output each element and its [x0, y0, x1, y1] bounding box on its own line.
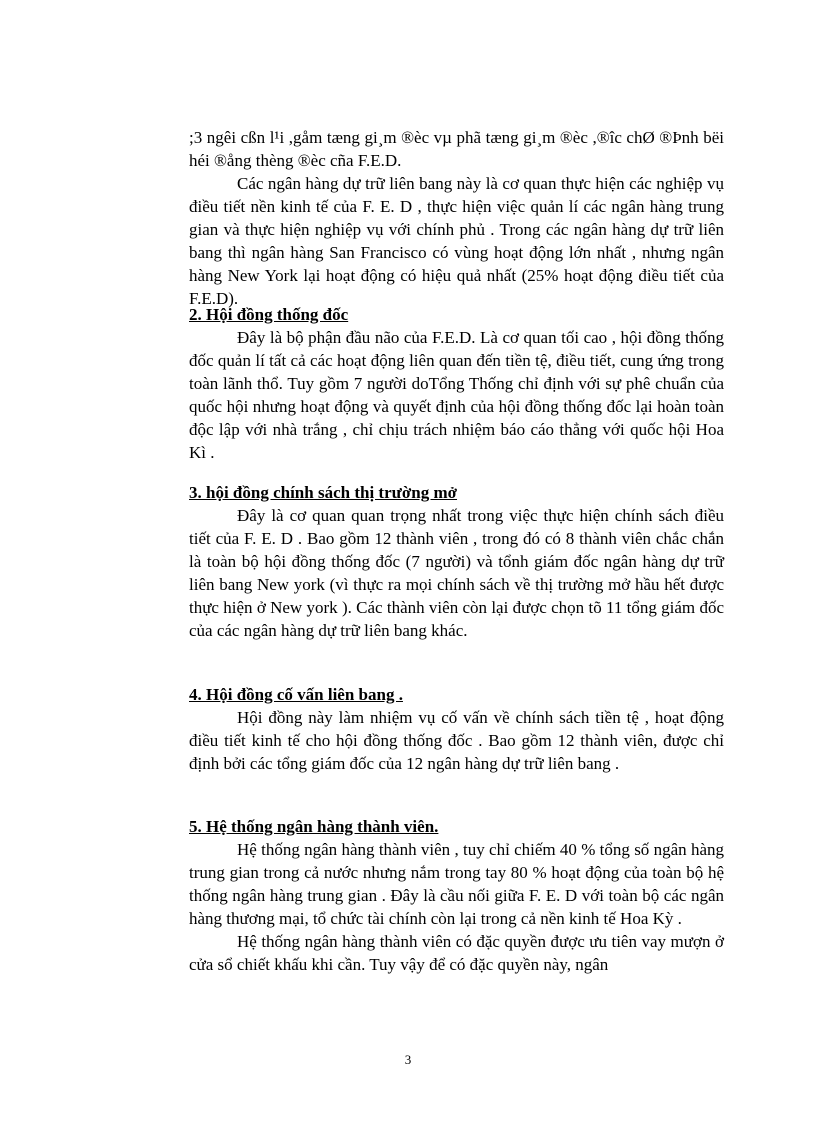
- section-member-banks: [189, 815, 724, 976]
- page-number: 3: [404, 1052, 412, 1067]
- section-paragraph: Hội đồng này làm nhiệm vụ cố vấn về chính sách tiền tệ , hoạt động điều tiết kinh tế cho hội đồng thống đốc . Bao gồm 12 thành viên, được chỉ định bởi các tổng giám đốc của 12 ngân hàng dự trữ liên bang .: [189, 708, 724, 773]
- intro-block: [189, 126, 724, 310]
- section-paragraph: Hệ thống ngân hàng thành viên , tuy chỉ chiếm 40 % tổng số ngân hàng trung gian trong cả nước nhưng nắm trong tay 80 % hoạt động của toàn bộ hệ thống ngân hàng trung gian . Đây là cầu nối giữa F. E. D với toàn bộ các ngân hàng thương mại, tổ chức tài chính còn lại trong cả nền kinh tế Hoa Kỳ .: [189, 840, 724, 928]
- section-board-of-governors: [189, 303, 724, 464]
- section-heading: 3. hội đồng chính sách thị trường mở: [189, 483, 458, 502]
- section-heading: 2. Hội đồng thống đốc: [189, 305, 349, 324]
- section-federal-advisory-council: [189, 683, 724, 775]
- intro-paragraph: Các ngân hàng dự trữ liên bang này là cơ quan thực hiện các nghiệp vụ điều tiết nền kinh tế của F. E. D , thực hiện việc quản lí các ngân hàng trung gian và thực hiện nghiệp vụ với chính phủ . Trong các ngân hàng dự trữ liên bang thì ngân hàng San Francisco có vùng hoạt động lớn nhất , nhưng ngân hàng New York lại hoạt động có hiệu quả nhất (25% hoạt động điều tiết của F.E.D).: [189, 174, 724, 308]
- section-heading: 5. Hệ thống ngân hàng thành viên.: [189, 817, 439, 836]
- section-paragraph: Đây là cơ quan quan trọng nhất trong việc thực hiện chính sách điều tiết của F. E. D . Bao gồm 12 thành viên , trong đó có 8 thành viên chắc chắn là toàn bộ hội đồng thống đốc (7 người) và tổnh giám đốc ngân hàng dự trữ liên bang New york (vì thực ra mọi chính sách về thị trường mở hầu hết được thực hiện ở New york ). Các thành viên còn lại được chọn tõ 11 tổng giám đốc của các ngân hàng dự trữ liên bang khác.: [189, 506, 724, 640]
- section-heading: 4. Hội đồng cố vấn liên bang .: [189, 685, 403, 704]
- section-open-market-committee: [189, 481, 724, 642]
- section-paragraph: Đây là bộ phận đầu não của F.E.D. Là cơ quan tối cao , hội đồng thống đốc quản lí tất cả các hoạt động liên quan đến tiền tệ, điều tiết, cung ứng trong toàn lãnh thổ. Tuy gồm 7 người doTổng Thống chỉ định với sự phê chuẩn của quốc hội nhưng hoạt động và quyết định của hội đồng thống đốc lại hoàn toàn độc lập với nhà trắng , chỉ chịu trách nhiệm báo cáo thẳng với quốc hội Hoa Kì .: [189, 328, 724, 462]
- garbled-paragraph: ;3 ngêi cßn l¹i ,gåm tæng gi¸m ®èc vµ phã tæng gi¸m ®èc ,®îc chØ ®Þnh bëi héi ®ång thèng ®èc cña F.E.D.: [189, 128, 724, 170]
- section-paragraph: Hệ thống ngân hàng thành viên có đặc quyền được ưu tiên vay mượn ở cửa sổ chiết khấu khi cần. Tuy vậy để có đặc quyền này, ngân: [189, 932, 724, 974]
